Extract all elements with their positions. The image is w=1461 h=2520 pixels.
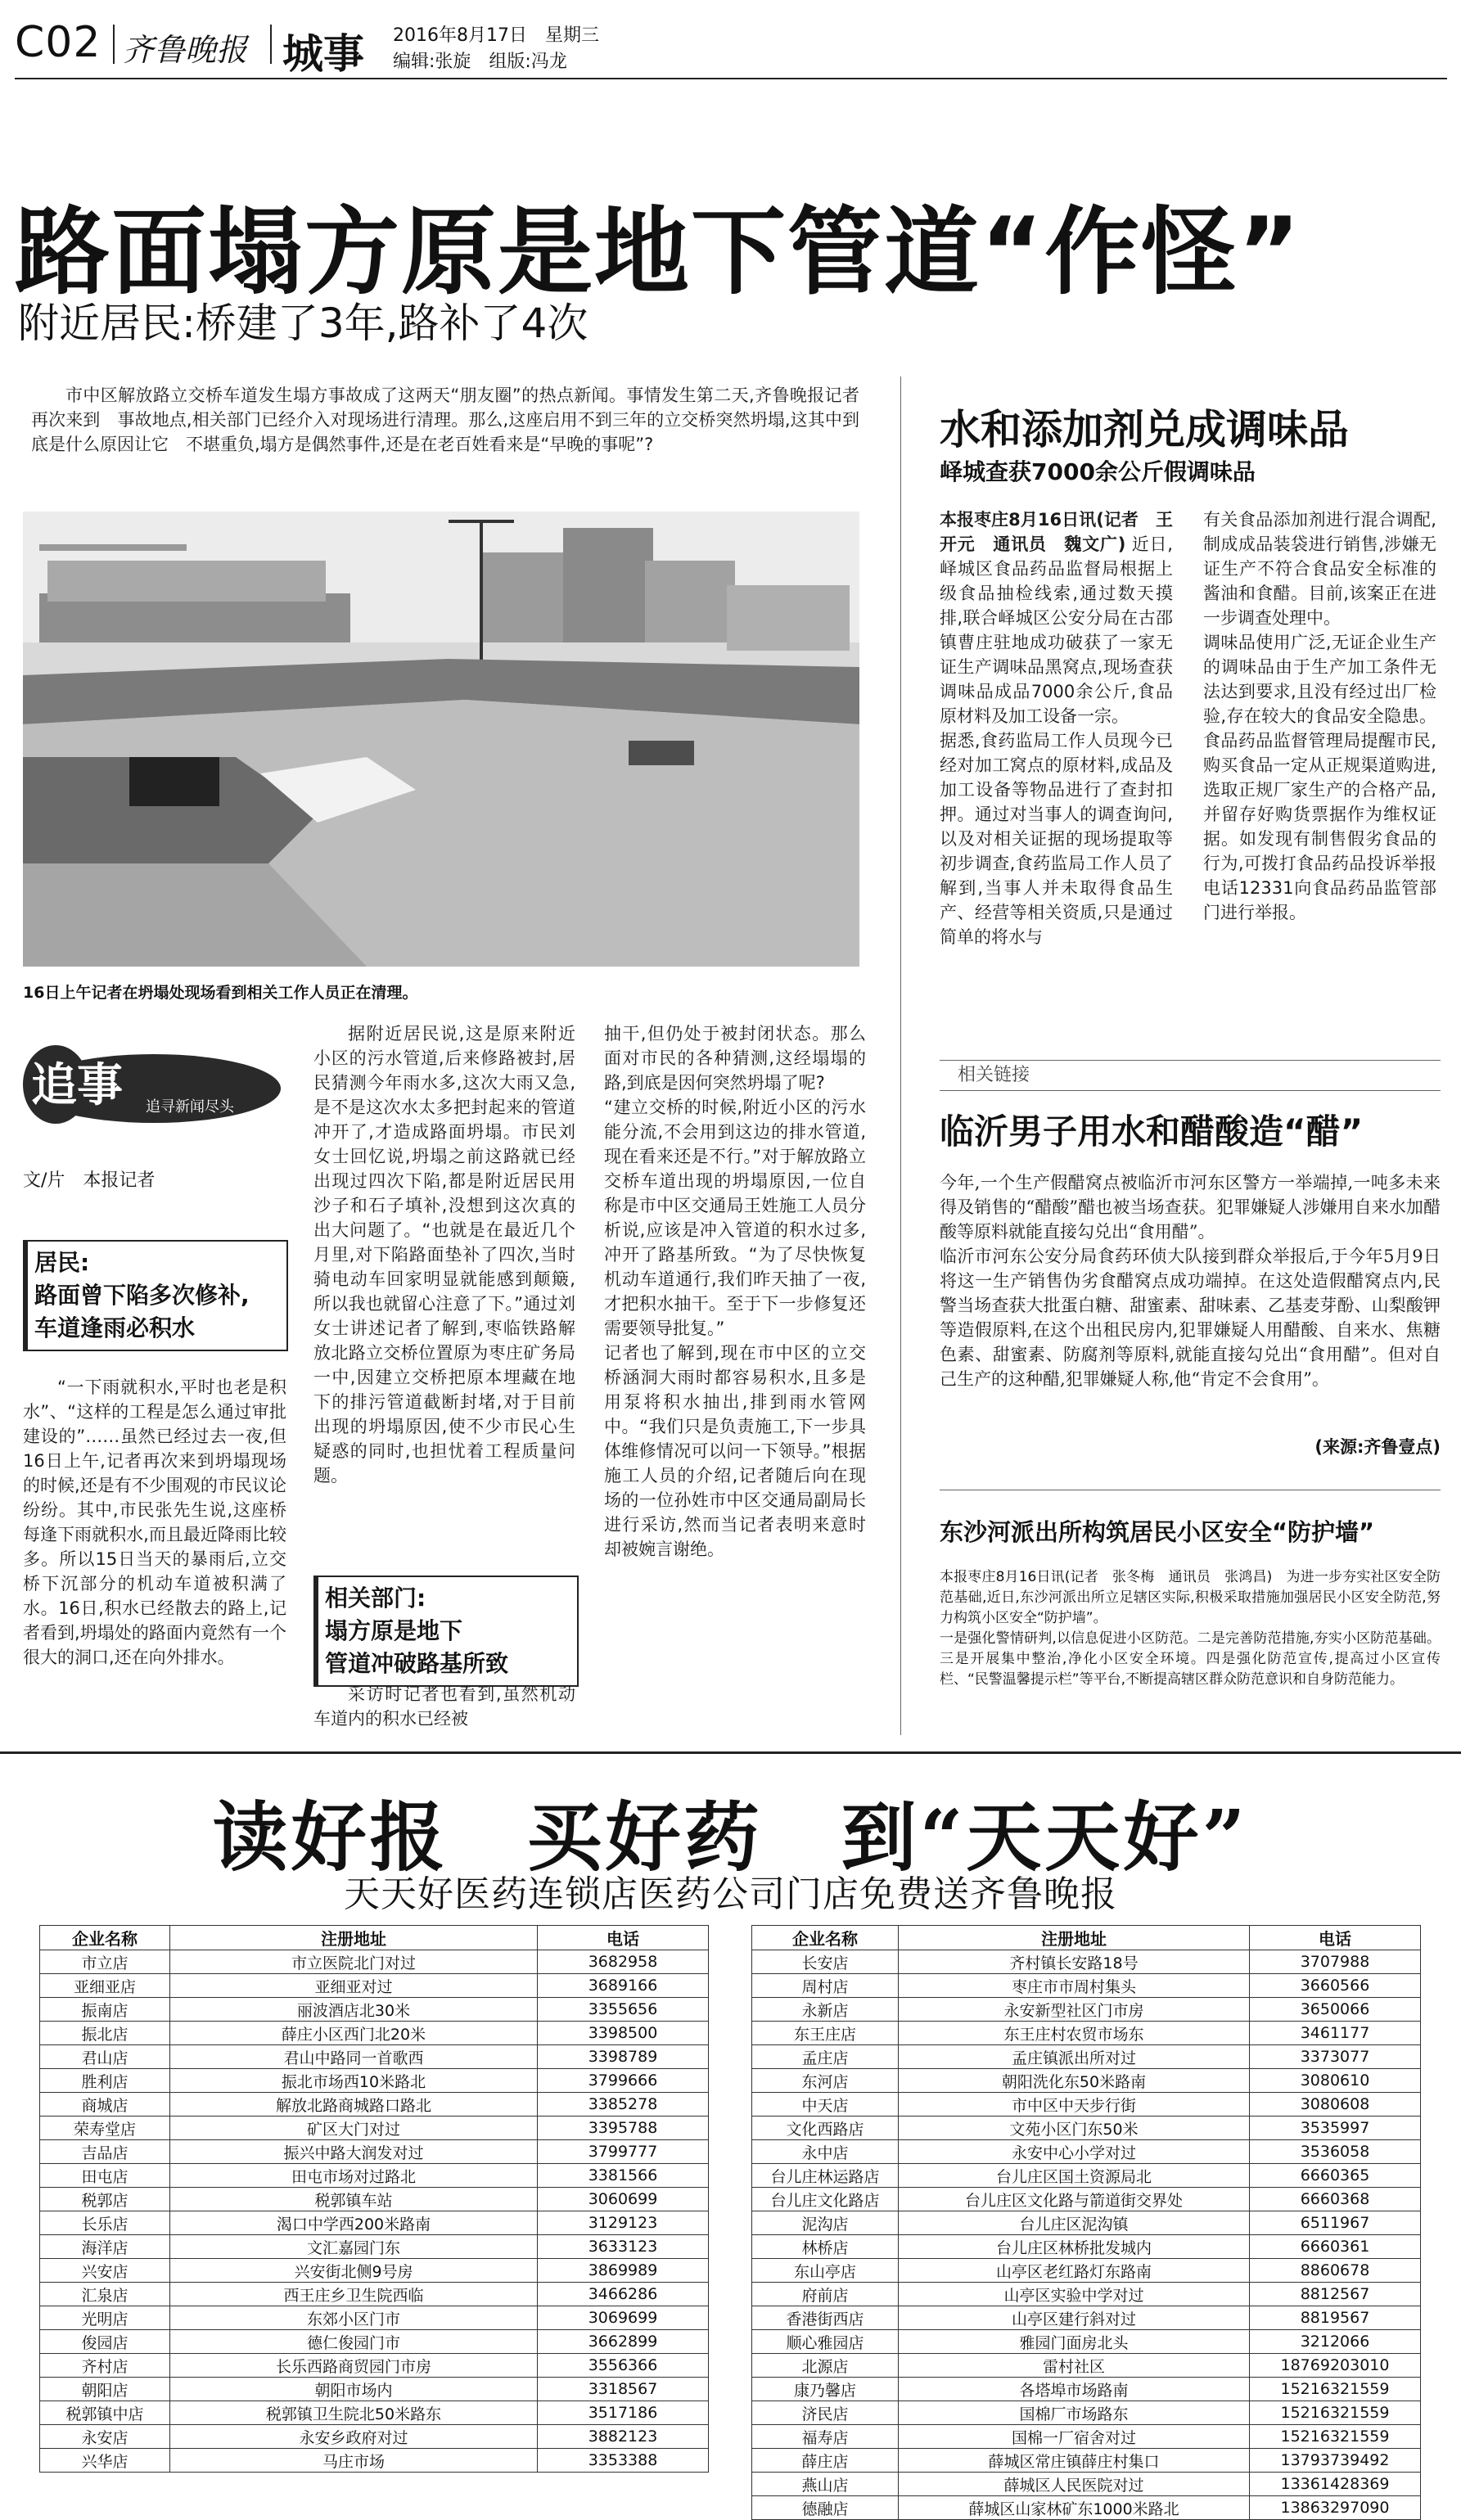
store-phone: 15216321559 bbox=[1250, 2425, 1421, 2449]
store-phone: 8860678 bbox=[1250, 2259, 1421, 2283]
table-row bbox=[40, 1974, 709, 1998]
store-name: 燕山店 bbox=[752, 2473, 899, 2496]
store-phone: 13863297090 bbox=[1250, 2496, 1421, 2520]
ad-title: 读好报 买好药 到“天天好” bbox=[212, 1793, 1249, 1882]
table-header-row bbox=[40, 1926, 709, 1950]
table-row bbox=[752, 2211, 1421, 2235]
divider bbox=[113, 25, 115, 64]
table-row bbox=[752, 2354, 1421, 2378]
col-header-address: 注册地址 bbox=[170, 1926, 538, 1950]
store-phone: 3080610 bbox=[1250, 2069, 1421, 2093]
store-name: 市立店 bbox=[40, 1950, 170, 1974]
table-row bbox=[752, 1974, 1421, 1998]
store-address: 朝阳市场内 bbox=[170, 2378, 538, 2401]
store-phone: 3660566 bbox=[1250, 1974, 1421, 1998]
store-phone: 3353388 bbox=[538, 2449, 709, 2473]
table-row bbox=[40, 2069, 709, 2093]
news-photo bbox=[23, 512, 859, 967]
table-row bbox=[752, 2022, 1421, 2045]
store-phone: 3707988 bbox=[1250, 1950, 1421, 1974]
store-phone: 3799666 bbox=[538, 2069, 709, 2093]
col-header-name: 企业名称 bbox=[752, 1926, 899, 1950]
store-address: 西王庄乡卫生院西临 bbox=[170, 2283, 538, 2306]
store-phone: 3212066 bbox=[1250, 2330, 1421, 2354]
store-address: 薛城区山家林矿东1000米路北 bbox=[899, 2496, 1250, 2520]
store-name: 田屯店 bbox=[40, 2164, 170, 2188]
article-column-2: 据附近居民说,这是原来附近小区的污水管道,后来修路被封,居民猜测今年雨水多,这次大雨又急,是不是这次水太多把封起来的管道冲开了,才造成路面坍塌。市民刘女士回忆说,坍塌之前这路就已经出现过四次下陷,都是附近居民用沙子和石子填补,没想到这次真的出大问题了。“也就是在最近几个月里,对下陷路面垫补了四次,当时骑电动车回家明显就能感到颠簸,所以我也就留心注意了下。”通过刘女士讲述记者了解到,枣临铁路解放北路立交桥位置原为枣庄矿务局一中,因建立交桥把原本埋藏在地下的排污管道截断封堵,对于目前出现的坍塌原因,使不少市民心生疑惑的同时,也担忧着工程质量问题。 bbox=[313, 1024, 575, 1485]
subheadline: 附近居民:桥建了3年,路补了4次 bbox=[18, 300, 588, 347]
table-row bbox=[752, 2140, 1421, 2164]
store-name: 胜利店 bbox=[40, 2069, 170, 2093]
store-name: 孟庄店 bbox=[752, 2045, 899, 2069]
store-address: 解放北路商城路口路北 bbox=[170, 2093, 538, 2117]
store-name: 康乃馨店 bbox=[752, 2378, 899, 2401]
store-phone: 3398789 bbox=[538, 2045, 709, 2069]
store-name: 长乐店 bbox=[40, 2211, 170, 2235]
column-divider bbox=[900, 376, 901, 1735]
table-row bbox=[752, 2164, 1421, 2188]
table-row bbox=[752, 2378, 1421, 2401]
column-logo-subtitle: 追寻新闻尽头 bbox=[146, 1098, 234, 1116]
store-address: 薛庄小区西门北20米 bbox=[170, 2022, 538, 2045]
paper-name: 齐鲁晚报 bbox=[123, 32, 248, 68]
store-phone: 6660368 bbox=[1250, 2188, 1421, 2211]
table-row bbox=[40, 2259, 709, 2283]
store-phone: 8812567 bbox=[1250, 2283, 1421, 2306]
store-address: 税郭镇车站 bbox=[170, 2188, 538, 2211]
table-row bbox=[752, 2069, 1421, 2093]
divider bbox=[270, 25, 272, 64]
store-phone: 3517186 bbox=[538, 2401, 709, 2425]
table-row bbox=[40, 2306, 709, 2330]
related-tag: 相关链接 bbox=[958, 1065, 1030, 1085]
store-phone: 6511967 bbox=[1250, 2211, 1421, 2235]
store-phone: 3385278 bbox=[538, 2093, 709, 2117]
store-address: 亚细亚对过 bbox=[170, 1974, 538, 1998]
store-name: 台儿庄林运路店 bbox=[752, 2164, 899, 2188]
store-phone: 15216321559 bbox=[1250, 2401, 1421, 2425]
table-row bbox=[40, 2117, 709, 2140]
related-link-bar bbox=[940, 1060, 1441, 1091]
store-address: 台儿庄区文化路与箭道街交界处 bbox=[899, 2188, 1250, 2211]
table-row bbox=[752, 2401, 1421, 2425]
right-story-column-1 bbox=[940, 507, 1173, 949]
store-name: 文化西路店 bbox=[752, 2117, 899, 2140]
table-row bbox=[40, 2140, 709, 2164]
store-phone: 3466286 bbox=[538, 2283, 709, 2306]
store-address: 马庄市场 bbox=[170, 2449, 538, 2473]
store-name: 兴华店 bbox=[40, 2449, 170, 2473]
col-header-name: 企业名称 bbox=[40, 1926, 170, 1950]
store-name: 荣寿堂店 bbox=[40, 2117, 170, 2140]
right-story-subtitle: 峄城查获7000余公斤假调味品 bbox=[940, 458, 1256, 485]
store-phone: 15216321559 bbox=[1250, 2378, 1421, 2401]
store-phone: 3381566 bbox=[538, 2164, 709, 2188]
masthead-rule bbox=[15, 78, 1447, 79]
related-title: 临沂男子用水和醋酸造“醋” bbox=[940, 1111, 1364, 1152]
store-phone: 8819567 bbox=[1250, 2306, 1421, 2330]
store-address: 枣庄市市周村集头 bbox=[899, 1974, 1250, 1998]
store-address: 渴口中学西200米路南 bbox=[170, 2211, 538, 2235]
store-address: 丽波酒店北30米 bbox=[170, 1998, 538, 2022]
store-phone: 13793739492 bbox=[1250, 2449, 1421, 2473]
col-header-phone: 电话 bbox=[538, 1926, 709, 1950]
store-phone: 6660365 bbox=[1250, 2164, 1421, 2188]
article-column-2b: 采访时记者也看到,虽然机动车道内的积水已经被 bbox=[313, 1684, 575, 1729]
store-address: 税郭镇卫生院北50米路东 bbox=[170, 2401, 538, 2425]
column-logo bbox=[23, 1039, 285, 1129]
right-story-text-1: 近日,峄城区食品药品监督局根据上级食品抽检线索,通过数天摸排,联合峄城区公安分局在古邵镇曹庄驻地成功破获了一家无证生产调味品黑窝点,现场查获调味品成品7000余公斤,食品原材料及加工设备一宗。 据悉,食药监局工作人员现今已经对加工窝点的原材料,成品及加工设备等物品进行了查封扣押。通过对当事人的调查询问,以及对相关证据的现场提取等初步调查,食药监局工作人员了解到,当事人并未取得食品生产、经营等相关资质,只是通过简单的将水与 bbox=[940, 534, 1173, 947]
store-phone: 3355656 bbox=[538, 1998, 709, 2022]
police-story-title: 东沙河派出所构筑居民小区安全“防护墙” bbox=[940, 1518, 1375, 1546]
table-row bbox=[40, 2330, 709, 2354]
store-name: 永安店 bbox=[40, 2425, 170, 2449]
store-name: 汇泉店 bbox=[40, 2283, 170, 2306]
store-address: 市中区中天步行街 bbox=[899, 2093, 1250, 2117]
table-row bbox=[752, 2117, 1421, 2140]
subhead-box-residents: 居民: 路面曾下陷多次修补, 车道逢雨必积水 bbox=[23, 1240, 288, 1351]
dateline: 本报枣庄8月16日讯(记者 王开元 通讯员 魏文广) bbox=[940, 510, 1173, 554]
store-phone: 3662899 bbox=[538, 2330, 709, 2354]
store-address: 长乐西路商贸园门市房 bbox=[170, 2354, 538, 2378]
store-name: 振南店 bbox=[40, 1998, 170, 2022]
store-name: 周村店 bbox=[752, 1974, 899, 1998]
section-name: 城事 bbox=[282, 30, 364, 78]
store-table-right bbox=[751, 1925, 1421, 2520]
store-name: 商城店 bbox=[40, 2093, 170, 2117]
store-address: 田屯市场对过路北 bbox=[170, 2164, 538, 2188]
right-story-column-2: 有关食品添加剂进行混合调配,制成成品装袋进行销售,涉嫌无证生产不符合食品安全标准的酱油和食醋。目前,该案正在进一步调查处理中。 调味品使用广泛,无证企业生产的调味品由于生产加工条件无法达到要求,且没有经过出厂检验,存在较大的食品安全隐患。食品药品监督管理局提醒市民,购买食品一定从正规渠道购进,选取正规厂家生产的合格产品,并留存好购货票据作为维权证据。如发现有制售假劣食品的行为,可拨打食品药品投诉举报电话12331向食品药品监管部门进行举报。 bbox=[1203, 510, 1436, 922]
store-name: 长安店 bbox=[752, 1950, 899, 1974]
store-name: 光明店 bbox=[40, 2306, 170, 2330]
table-row bbox=[40, 2188, 709, 2211]
store-address: 兴安街北侧9号房 bbox=[170, 2259, 538, 2283]
store-address: 君山中路同一首歌西 bbox=[170, 2045, 538, 2069]
table-row bbox=[40, 2449, 709, 2473]
table-row bbox=[752, 2259, 1421, 2283]
store-name: 北源店 bbox=[752, 2354, 899, 2378]
store-phone: 3869989 bbox=[538, 2259, 709, 2283]
store-phone: 3461177 bbox=[1250, 2022, 1421, 2045]
store-address: 东王庄村农贸市场东 bbox=[899, 2022, 1250, 2045]
store-name: 泥沟店 bbox=[752, 2211, 899, 2235]
store-name: 中天店 bbox=[752, 2093, 899, 2117]
table-row bbox=[40, 2283, 709, 2306]
table-row bbox=[752, 2496, 1421, 2520]
table-row bbox=[40, 2378, 709, 2401]
table-row bbox=[40, 2164, 709, 2188]
store-name: 税郭店 bbox=[40, 2188, 170, 2211]
table-row bbox=[752, 2330, 1421, 2354]
related-body: 今年,一个生产假醋窝点被临沂市河东区警方一举端掉,一吨多未来得及销售的“醋酸”醋也被当场查获。犯罪嫌疑人涉嫌用自来水加醋酸等原料就能直接勾兑出“食用醋”。 临沂市河东公安分局食药环侦大队接到群众举报后,于今年5月9日将这一生产销售伪劣食醋窝点成功端掉。在这处造假醋窝点内,民警当场查获大批蛋白糖、甜蜜素、甜味素、乙基麦芽酚、山梨酸钾等造假原料,在这个出租民房内,犯罪嫌疑人用醋酸、自来水、焦糖色素、甜蜜素、防腐剂等原料,就能直接勾兑出“食用醋”。但对自己生产的这种醋,犯罪嫌疑人称,他“肯定不会食用”。 bbox=[940, 1173, 1441, 1389]
table-row bbox=[40, 1998, 709, 2022]
table-row bbox=[40, 2235, 709, 2259]
col-header-address: 注册地址 bbox=[899, 1926, 1250, 1950]
store-name: 亚细亚店 bbox=[40, 1974, 170, 1998]
table-row bbox=[40, 1950, 709, 1974]
store-name: 香港街西店 bbox=[752, 2306, 899, 2330]
store-name: 永新店 bbox=[752, 1998, 899, 2022]
store-address: 永安中心小学对过 bbox=[899, 2140, 1250, 2164]
related-source: (来源:齐鲁壹点) bbox=[1314, 1437, 1441, 1457]
store-name: 君山店 bbox=[40, 2045, 170, 2069]
store-phone: 3395788 bbox=[538, 2117, 709, 2140]
store-address: 永安新型社区门市房 bbox=[899, 1998, 1250, 2022]
table-row bbox=[752, 2473, 1421, 2496]
store-name: 海洋店 bbox=[40, 2235, 170, 2259]
store-phone: 3556366 bbox=[538, 2354, 709, 2378]
masthead bbox=[0, 0, 1461, 78]
byline: 文/片 本报记者 bbox=[23, 1170, 156, 1191]
store-name: 吉品店 bbox=[40, 2140, 170, 2164]
store-name: 林桥店 bbox=[752, 2235, 899, 2259]
store-name: 东王庄店 bbox=[752, 2022, 899, 2045]
store-phone: 3633123 bbox=[538, 2235, 709, 2259]
store-name: 朝阳店 bbox=[40, 2378, 170, 2401]
store-phone: 3535997 bbox=[1250, 2117, 1421, 2140]
store-phone: 3799777 bbox=[538, 2140, 709, 2164]
store-address: 市立医院北门对过 bbox=[170, 1950, 538, 1974]
store-phone: 3682958 bbox=[538, 1950, 709, 1974]
store-address: 振北市场西10米路北 bbox=[170, 2069, 538, 2093]
store-phone: 3080608 bbox=[1250, 2093, 1421, 2117]
store-address: 山亭区实验中学对过 bbox=[899, 2283, 1250, 2306]
table-row bbox=[752, 2306, 1421, 2330]
table-row bbox=[752, 2449, 1421, 2473]
police-story-body: 本报枣庄8月16日讯(记者 张冬梅 通讯员 张鸿昌) 为进一步夯实社区安全防范基础,近日,东沙河派出所立足辖区实际,积极采取措施加强居民小区安全防范,努力构筑小区安全“防护墙”。 一是强化警情研判,以信息促进小区防范。二是完善防范措施,夯实小区防范基础。三是开展集中整治,净化小区安全环境。四是强化防范宣传,提高过小区宣传栏、“民警温馨提示栏”等平台,不断提高辖区群众防范意识和自身防范能力。 bbox=[940, 1569, 1441, 1688]
store-address: 台儿庄区国土资源局北 bbox=[899, 2164, 1250, 2188]
store-address: 山亭区老红路灯东路南 bbox=[899, 2259, 1250, 2283]
store-address: 薛城区人民医院对过 bbox=[899, 2473, 1250, 2496]
store-name: 振北店 bbox=[40, 2022, 170, 2045]
store-name: 税郭镇中店 bbox=[40, 2401, 170, 2425]
store-name: 福寿店 bbox=[752, 2425, 899, 2449]
table-header-row bbox=[752, 1926, 1421, 1950]
store-address: 振兴中路大润发对过 bbox=[170, 2140, 538, 2164]
store-phone: 3069699 bbox=[538, 2306, 709, 2330]
store-address: 东郊小区门市 bbox=[170, 2306, 538, 2330]
store-address: 齐村镇长安路18号 bbox=[899, 1950, 1250, 1974]
store-address: 雷村社区 bbox=[899, 2354, 1250, 2378]
store-phone: 3398500 bbox=[538, 2022, 709, 2045]
collapse-scene-image bbox=[23, 512, 859, 967]
lead-paragraph: 市中区解放路立交桥车道发生塌方事故成了这两天“朋友圈”的热点新闻。事情发生第二天,齐鲁晚报记者再次来到 事故地点,相关部门已经介入对现场进行清理。那么,这座启用不到三年的立交桥突然坍塌,这其中到底是什么原因让它 不堪重负,塌方是偶然事件,还是在老百姓看来是“早晚的事呢”? bbox=[31, 385, 859, 454]
store-address: 文汇嘉园门东 bbox=[170, 2235, 538, 2259]
store-name: 济民店 bbox=[752, 2401, 899, 2425]
store-phone: 3536058 bbox=[1250, 2140, 1421, 2164]
store-address: 永安乡政府对过 bbox=[170, 2425, 538, 2449]
headline: 路面塌方原是地下管道“作怪” bbox=[15, 197, 1302, 308]
store-phone: 3060699 bbox=[538, 2188, 709, 2211]
store-address: 文苑小区门东50米 bbox=[899, 2117, 1250, 2140]
store-address: 台儿庄区泥沟镇 bbox=[899, 2211, 1250, 2235]
store-address: 国棉厂市场路东 bbox=[899, 2401, 1250, 2425]
table-row bbox=[40, 2093, 709, 2117]
store-address: 国棉一厂宿舍对过 bbox=[899, 2425, 1250, 2449]
store-address: 矿区大门对过 bbox=[170, 2117, 538, 2140]
store-name: 顺心雅园店 bbox=[752, 2330, 899, 2354]
table-row bbox=[40, 2211, 709, 2235]
store-name: 府前店 bbox=[752, 2283, 899, 2306]
date-line: 2016年8月17日 星期三 bbox=[393, 25, 599, 46]
store-phone: 6660361 bbox=[1250, 2235, 1421, 2259]
table-row bbox=[40, 2354, 709, 2378]
store-phone: 3689166 bbox=[538, 1974, 709, 1998]
store-phone: 3129123 bbox=[538, 2211, 709, 2235]
table-row bbox=[752, 2235, 1421, 2259]
store-address: 薛城区常庄镇薛庄村集口 bbox=[899, 2449, 1250, 2473]
table-row bbox=[40, 2401, 709, 2425]
store-name: 齐村店 bbox=[40, 2354, 170, 2378]
store-name: 东河店 bbox=[752, 2069, 899, 2093]
column-logo-pinyin: zhuishi bbox=[87, 1043, 128, 1056]
store-phone: 3373077 bbox=[1250, 2045, 1421, 2069]
ad-subtitle: 天天好医药连锁店医药公司门店免费送齐鲁晚报 bbox=[344, 1873, 1117, 1915]
article-column-1: “一下雨就积水,平时也老是积水”、“这样的工程是怎么通过审批建设的”……虽然已经过去一夜,但16日上午,记者再次来到坍塌现场的时候,还是有不少围观的市民议论纷纷。其中,市民张先生说,这座桥每逢下雨就积水,而且最近降雨比较多。所以15日当天的暴雨后,立交桥下沉部分的机动车道被积满了水。16日,积水已经散去的路上,记者看到,坍塌处的路面内竟然有一个很大的洞口,还在向外排水。 bbox=[23, 1377, 286, 1667]
related-bar bbox=[940, 1060, 1441, 1091]
store-phone: 3650066 bbox=[1250, 1998, 1421, 2022]
table-row bbox=[752, 1950, 1421, 1974]
subhead-box-department: 相关部门: 塌方原是地下 管道冲破路基所致 bbox=[313, 1576, 579, 1687]
article-column-3: 抽干,但仍处于被封闭状态。那么面对市民的各种猜测,这经塌塌的路,到底是因何突然坍塌了呢? “建立交桥的时候,附近小区的污水能分流,不会用到这边的排水管道,现在看来还是不行。”对于解放路立交桥车道出现的坍塌原因,一位自称是市中区交通局王姓施工人员分析说,应该是冲入管道的积水过多,冲开了路基所致。“为了尽快恢复机动车道通行,我们昨天抽了一夜,才把积水抽干。至于下一步修复还需要领导批复。” 记者也了解到,现在市中区的立交桥涵洞大雨时都容易积水,且多是用泵将积水抽出,排到雨水管网中。“我们只是负责施工,下一步具体维修情况可以问一下领导。”根据施工人员的介绍,记者随后向在现场的一位孙姓市中区交通局副局长进行采访,然而当记者表明来意时却被婉言谢绝。 bbox=[604, 1024, 866, 1559]
store-name: 台儿庄文化路店 bbox=[752, 2188, 899, 2211]
store-name: 德融店 bbox=[752, 2496, 899, 2520]
store-address: 朝阳洗化东50米路南 bbox=[899, 2069, 1250, 2093]
store-name: 薛庄店 bbox=[752, 2449, 899, 2473]
store-phone: 13361428369 bbox=[1250, 2473, 1421, 2496]
store-address: 各塔埠市场路南 bbox=[899, 2378, 1250, 2401]
column-logo-text: 追事 bbox=[31, 1058, 123, 1112]
store-table-left bbox=[39, 1925, 709, 2473]
photo-caption: 16日上午记者在坍塌处现场看到相关工作人员正在清理。 bbox=[23, 984, 418, 1002]
store-address: 雅园门面房北头 bbox=[899, 2330, 1250, 2354]
store-address: 台儿庄区林桥批发城内 bbox=[899, 2235, 1250, 2259]
table-row bbox=[752, 2045, 1421, 2069]
table-row bbox=[752, 2425, 1421, 2449]
editor-line: 编辑:张旋 组版:冯龙 bbox=[393, 52, 567, 72]
store-name: 兴安店 bbox=[40, 2259, 170, 2283]
table-row bbox=[752, 2093, 1421, 2117]
table-row bbox=[40, 2022, 709, 2045]
right-story-title: 水和添加剂兑成调味品 bbox=[940, 406, 1349, 453]
store-name: 俊园店 bbox=[40, 2330, 170, 2354]
table-row bbox=[752, 2283, 1421, 2306]
store-name: 永中店 bbox=[752, 2140, 899, 2164]
store-phone: 18769203010 bbox=[1250, 2354, 1421, 2378]
store-address: 山亭区建行斜对过 bbox=[899, 2306, 1250, 2330]
table-row bbox=[752, 1998, 1421, 2022]
page-number: C02 bbox=[15, 18, 101, 67]
table-row bbox=[752, 2188, 1421, 2211]
store-name: 东山亭店 bbox=[752, 2259, 899, 2283]
store-address: 孟庄镇派出所对过 bbox=[899, 2045, 1250, 2069]
store-phone: 3882123 bbox=[538, 2425, 709, 2449]
store-phone: 3318567 bbox=[538, 2378, 709, 2401]
col-header-phone: 电话 bbox=[1250, 1926, 1421, 1950]
store-address: 德仁俊园门市 bbox=[170, 2330, 538, 2354]
table-row bbox=[40, 2045, 709, 2069]
table-row bbox=[40, 2425, 709, 2449]
